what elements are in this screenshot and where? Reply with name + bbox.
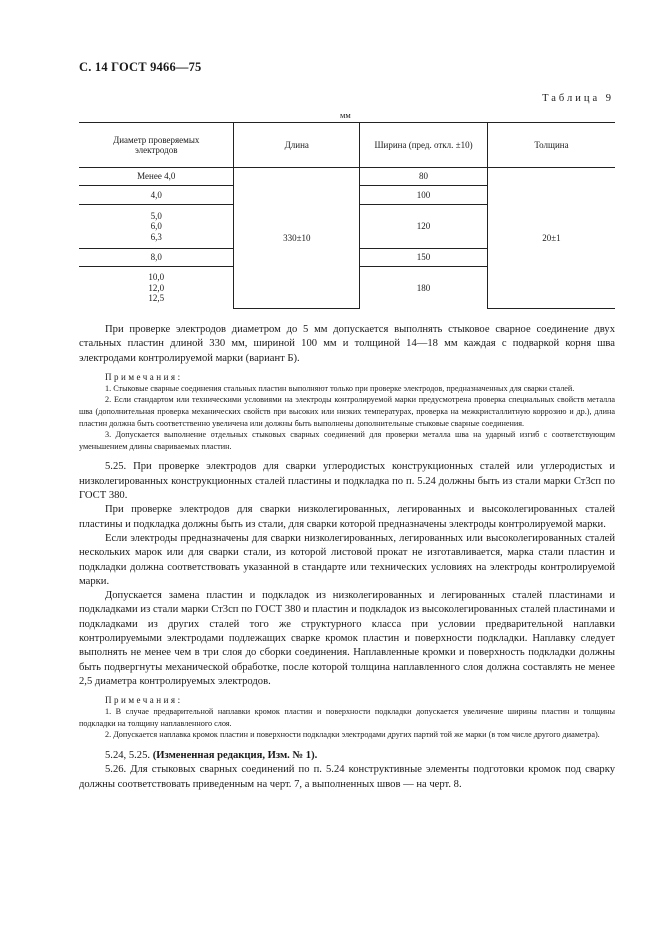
diameter-value: 6,3 <box>150 231 162 242</box>
col-header-diameter: Диаметр проверяемых электродов <box>79 123 234 168</box>
paragraph: Допускается замена пластин и подкладок из низколегированных и легированных сталей пластинами и подкладками из стали марки Ст3сп по ГОСТ 380 и пластин и подкладок из высоколегированных сталей пластинами и подкладками из других сталей того же структурного класса при условии предварительной наплавки контролируемыми электродами подлежащих сварке кромок пластин и поверхности подкладки. Наплавку следует выполнять не менее чем в три слоя до сборки соединения. Наплавленные кромки и поверхность подкладки должны быть подвергнуты механической обработке, после которой толщина наплавленного слоя должна составлять не менее 2,5 диаметра контролируемых электродов. <box>79 590 615 687</box>
paragraph-5-25: 5.25. При проверке электродов для сварки углеродистых конструкционных сталей или углеродистых и низколегированных конструкционных сталей пластины и подкладка по п. 5.24 должны быть из стали марки Ст3сп по ГОСТ 380. <box>79 461 615 502</box>
diameter-value: 12,5 <box>148 292 165 303</box>
note-item: 2. Если стандартом или техническими условиями на электроды контролируемой марки предусмотрена проверка специальных свойств металла шва (дополнительная проверка механических свойств при высоких или низких температурах, проверка на межкристаллитную коррозию и др.), длина пластин должна быть соответственно увеличена или должны быть выполнены дополнительные стыковые сварные соединения. <box>79 395 615 428</box>
table-9 <box>79 122 615 309</box>
table-label: Таблица 9 <box>542 93 614 104</box>
note-item: 1. В случае предварительной наплавки кромок пластин и поверхности подкладки допускается увеличение ширины пластин и толщины подкладки на толщину наплавленного слоя. <box>79 707 615 728</box>
paragraph: Если электроды предназначены для сварки низколегированных, легированных или высоколегированных сталей нескольких марок или для сварки стали, из которой листовой прокат не изготавливается, марка стали пластин и подкладки должна соответствовать указанной в стандарте или технических условиях на электроды контролируемой марки. <box>79 532 615 587</box>
edit-note <box>79 749 615 763</box>
col-header-length: Длина <box>234 123 360 168</box>
diameter-value: 10,0 <box>148 272 165 283</box>
diameter-value: 6,0 <box>150 221 162 232</box>
diameter-value: 12,0 <box>148 282 165 293</box>
diameter-cell: Менее 4,0 <box>79 168 234 186</box>
body-text <box>79 323 615 792</box>
note-item: 2. Допускается наплавка кромок пластин и поверхности подкладки электродами других партий той же марки (в том числе другого диаметра). <box>105 730 600 740</box>
width-cell: 180 <box>360 267 488 309</box>
width-cell: 100 <box>360 186 488 205</box>
thickness-cell: 20±1 <box>487 168 615 309</box>
diameter-value: 5,0 <box>150 210 162 221</box>
col-header-thickness: Толщина <box>487 123 615 168</box>
notes-title: Примечания: <box>105 695 183 706</box>
edit-note-number: 5.24, 5.25. <box>105 749 151 761</box>
width-cell: 80 <box>360 168 488 186</box>
col-header-width: Ширина (пред. откл. ±10) <box>360 123 488 168</box>
page-header: С. 14 ГОСТ 9466—75 <box>79 60 202 74</box>
paragraph: При проверке электродов диаметром до 5 мм допускается выполнять стыковое сварное соединение двух стальных пластин длиной 330 мм, шириной 100 мм и толщиной 14—18 мм каждая с подваркой корня шва электродами контролируемой марки (вариант Б). <box>79 324 615 364</box>
width-cell: 120 <box>360 205 488 249</box>
notes-title: Примечания: <box>105 371 183 382</box>
note-item: 1. Стыковые сварные соединения стальных пластин выполняют только при проверке электродов, предназначенных для сварки сталей. <box>105 383 575 393</box>
edit-note-label: (Измененная редакция, Изм. № 1). <box>152 749 318 761</box>
diameter-cell <box>79 205 234 249</box>
diameter-cell: 4,0 <box>79 186 234 205</box>
length-cell: 330±10 <box>234 168 360 309</box>
note-item: 3. Допускается выполнение отдельных стыковых сварных соединений для проверки металла шва на ударный изгиб с соответствующим уменьшением длины свариваемых пластин. <box>79 430 615 451</box>
diameter-cell: 8,0 <box>79 249 234 267</box>
paragraph: При проверке электродов для сварки низколегированных, легированных и высоколегированных сталей пластины и подкладка должны быть из стали, для сварки которой предназначены электроды контролируемой марки. <box>79 504 615 530</box>
table-units: мм <box>340 110 351 120</box>
width-cell: 150 <box>360 249 488 267</box>
paragraph-5-26: 5.26. Для стыковых сварных соединений по п. 5.24 конструктивные элементы подготовки кромок под сварку должны соответствовать приведенным на черт. 7, а выполненных швов — на черт. 8. <box>79 764 615 790</box>
diameter-cell <box>79 267 234 309</box>
